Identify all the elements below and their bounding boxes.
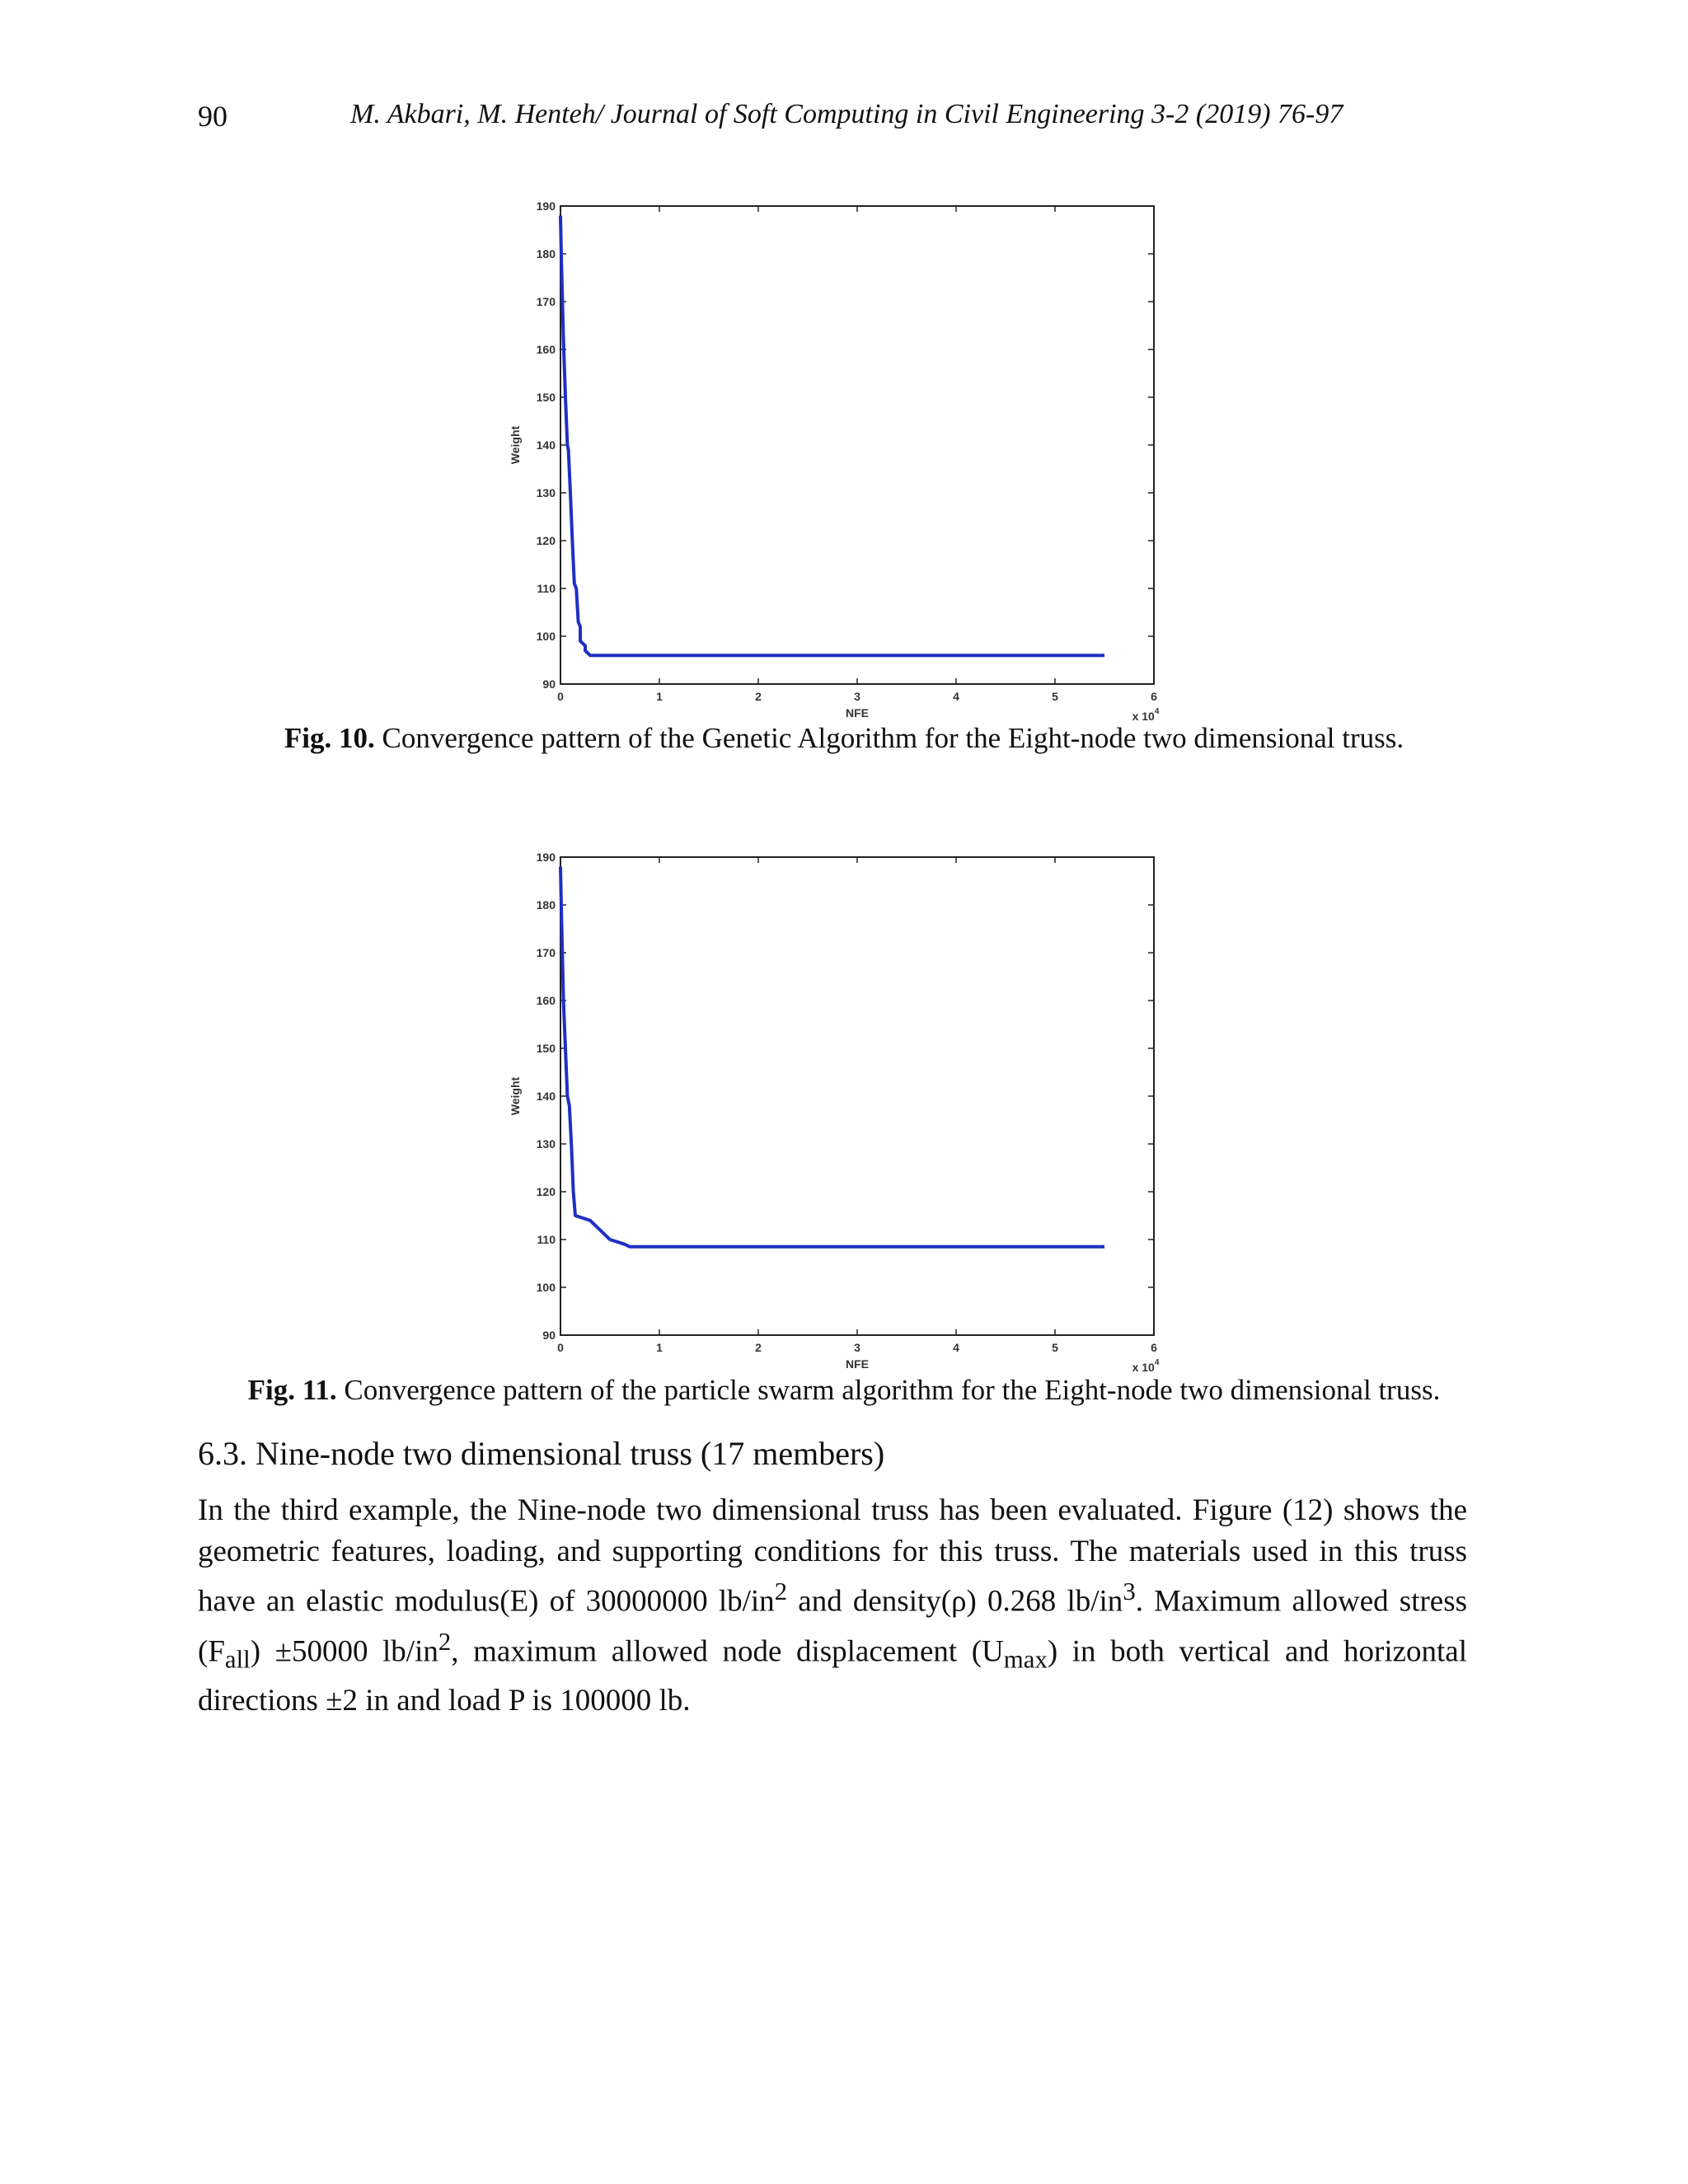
x-multiplier-label: x $10^4$ — [1132, 1358, 1160, 1374]
figure-10-chart — [462, 190, 1203, 733]
y-axis-label: Weight — [509, 1076, 522, 1116]
x-tick-label: 4 — [953, 690, 959, 703]
x-tick-label: 6 — [1151, 690, 1157, 703]
figure-11-caption-text: Convergence pattern of the particle swarm algorithm for the Eight-node two dimensional truss. — [336, 1374, 1441, 1406]
y-tick-label: 170 — [536, 295, 556, 308]
y-tick-label: 160 — [536, 343, 556, 356]
superscript: 2 — [774, 1577, 788, 1605]
y-tick-label: 140 — [536, 1090, 556, 1103]
figure-10-caption-label: Fig. 10. — [284, 722, 375, 754]
x-tick-label: 1 — [656, 690, 663, 703]
y-axis-label: Weight — [509, 425, 522, 465]
section-heading: 6.3. Nine-node two dimensional truss (17 members) — [198, 1435, 885, 1472]
y-tick-label: 90 — [542, 677, 556, 691]
y-tick-label: 100 — [536, 1281, 556, 1294]
x-tick-label: 6 — [1151, 1341, 1157, 1354]
y-tick-label: 100 — [536, 630, 556, 643]
y-tick-label: 180 — [536, 247, 556, 260]
paragraph-text: ) ±50000 lb/in — [250, 1634, 438, 1669]
x-multiplier-exponent: 4 — [1154, 1358, 1160, 1367]
figure-11-caption-label: Fig. 11. — [247, 1374, 337, 1406]
x-tick-label: 0 — [557, 1341, 564, 1354]
figure-11-plot — [462, 841, 1203, 1385]
superscript: 2 — [438, 1627, 452, 1656]
paragraph-text: . Maximum allowed stress (F — [198, 1584, 1468, 1669]
y-tick-label: 190 — [536, 199, 556, 213]
x-multiplier-label: x $10^4$ — [1132, 707, 1160, 723]
x-tick-label: 2 — [755, 1341, 762, 1354]
figure-10-plot — [462, 190, 1203, 733]
y-tick-label: 130 — [536, 1137, 556, 1151]
y-tick-label: 160 — [536, 994, 556, 1007]
figure-10-caption-text: Convergence pattern of the Genetic Algorithm for the Eight-node two dimensional truss. — [374, 722, 1404, 754]
x-tick-label: 3 — [854, 690, 860, 703]
y-tick-label: 90 — [542, 1329, 556, 1342]
y-tick-label: 110 — [537, 1233, 556, 1246]
y-tick-label: 180 — [536, 898, 556, 912]
x-tick-label: 0 — [557, 690, 564, 703]
x-tick-label: 3 — [854, 1341, 860, 1354]
y-tick-label: 150 — [536, 1042, 556, 1055]
running-header: M. Akbari, M. Henteh/ Journal of Soft Computing in Civil Engineering 3-2 (2019) 76-97 — [350, 99, 1343, 129]
x-axis-label: NFE — [846, 706, 869, 719]
figure-11-caption — [0, 1374, 1688, 1407]
x-tick-label: 2 — [755, 690, 762, 703]
paragraph-text: In the third example, the Nine-node two dimensional truss has been evaluated. Figure (12) shows the geometric features, loading, and supporting conditions for this truss. The materials used in this truss have an elastic modulus(E) of 30000000 lb/in — [198, 1493, 1467, 1619]
y-tick-label: 120 — [536, 1185, 556, 1198]
x-multiplier-exponent: 4 — [1154, 707, 1160, 716]
x-axis-label: NFE — [846, 1357, 869, 1371]
y-tick-label: 140 — [536, 438, 556, 452]
x-tick-label: 1 — [656, 1341, 663, 1354]
y-tick-label: 130 — [536, 486, 556, 499]
y-tick-label: 120 — [536, 534, 556, 547]
paragraph-text: and density(ρ) 0.268 lb/in — [787, 1584, 1123, 1619]
x-tick-label: 4 — [953, 1341, 959, 1354]
y-tick-label: 170 — [536, 946, 556, 959]
y-tick-label: 110 — [537, 582, 556, 595]
y-tick-label: 150 — [536, 391, 556, 404]
subscript: all — [224, 1645, 251, 1674]
paragraph-text: , maximum allowed node displacement (U — [451, 1634, 1004, 1669]
plot-frame — [560, 206, 1154, 684]
plot-frame — [560, 857, 1154, 1335]
y-tick-label: 190 — [536, 851, 556, 864]
section-paragraph — [198, 1490, 1467, 1722]
superscript: 3 — [1123, 1577, 1136, 1605]
subscript: max — [1003, 1645, 1048, 1674]
x-tick-label: 5 — [1052, 690, 1058, 703]
page-number: 90 — [198, 100, 227, 133]
paragraph-text: ) in both vertical and horizontal directions ±2 in and load P is 100000 lb. — [198, 1634, 1468, 1718]
figure-10-caption — [0, 722, 1688, 755]
x-tick-label: 5 — [1052, 1341, 1058, 1354]
figure-11-chart — [462, 841, 1203, 1385]
